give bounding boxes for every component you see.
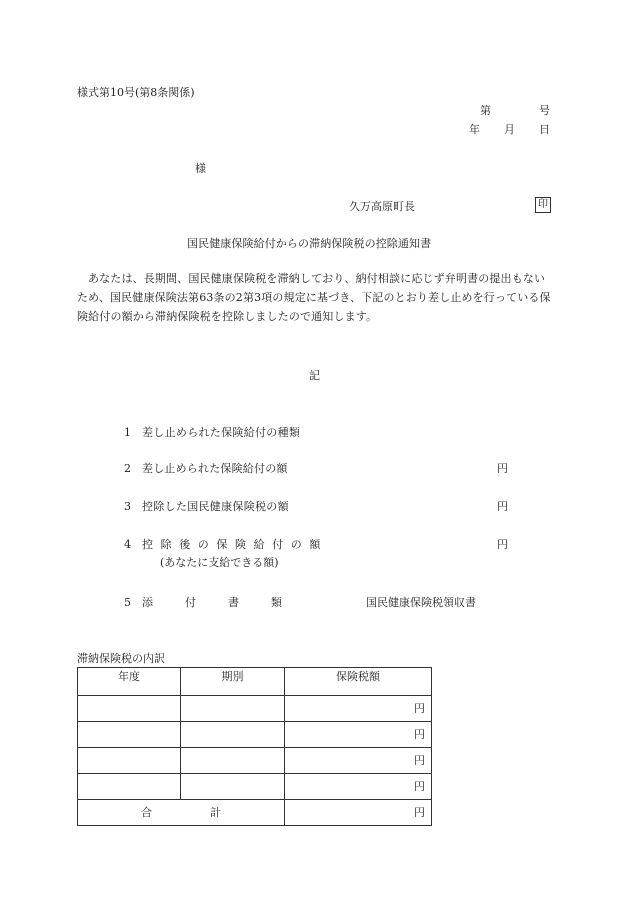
cell-year: [78, 722, 181, 748]
item-3-number: 3: [124, 500, 131, 513]
breakdown-caption: 滞納保険税の内訳: [77, 652, 165, 665]
date-day: 日: [539, 123, 550, 136]
item-5-number: 5: [124, 596, 131, 609]
cell-amount-yen: 円: [285, 722, 432, 748]
issue-date: [469, 123, 550, 137]
breakdown-table: [77, 667, 432, 826]
item-5-label: 添付書類: [142, 596, 314, 609]
table-row: [78, 722, 432, 748]
item-3-yen: 円: [497, 500, 508, 513]
total-label: [78, 800, 285, 826]
date-month: 月: [504, 123, 515, 136]
issuer: 久万高原町長: [349, 200, 415, 213]
form-id: 様式第10号(第8条関係): [77, 86, 195, 99]
table-total-row: [78, 800, 432, 826]
date-year: 年: [469, 123, 480, 136]
item-2-yen: 円: [497, 462, 508, 475]
item-3-label: 控除した国民健康保険税の額: [142, 500, 289, 513]
doc-number: [480, 104, 550, 118]
header-year: 年度: [78, 668, 181, 696]
item-4-label: 控除後の保険給付の額: [142, 538, 328, 551]
item-2-label: 差し止められた保険給付の額: [142, 462, 288, 475]
item-5-value: 国民健康保険税領収書: [366, 596, 476, 609]
cell-amount-yen: 円: [285, 748, 432, 774]
item-1-number: 1: [124, 426, 131, 439]
total-char-2: 計: [210, 805, 221, 819]
total-char-1: 合: [141, 805, 152, 819]
item-4-sublabel: (あなたに支給できる額): [160, 556, 279, 569]
item-4-number: 4: [124, 538, 131, 551]
cell-period: [181, 696, 285, 722]
cell-year: [78, 696, 181, 722]
addressee: 様: [195, 162, 206, 175]
cell-period: [181, 774, 285, 800]
body-text: あなたは、長期間、国民健康保険税を滞納しており、納付相談に応じず弁明書の提出もないため、国民健康保険法第63条の2第3項の規定に基づき、下記のとおり差し止めを行っている保険給付の額から滞納保険税を控除しましたので通知します。: [77, 272, 551, 323]
doc-number-go: 号: [539, 104, 550, 117]
table-row: [78, 774, 432, 800]
table-header-row: [78, 668, 432, 696]
table-row: [78, 696, 432, 722]
cell-year: [78, 748, 181, 774]
header-period: 期別: [181, 668, 285, 696]
cell-year: [78, 774, 181, 800]
item-1-label: 差し止められた保険給付の種類: [142, 426, 301, 439]
header-amount: 保険税額: [285, 668, 432, 696]
total-amount-yen: 円: [285, 800, 432, 826]
table-row: [78, 748, 432, 774]
doc-number-dai: 第: [480, 104, 491, 117]
document-title: 国民健康保険給付からの滞納保険税の控除通知書: [187, 237, 432, 250]
item-4-yen: 円: [497, 538, 508, 551]
item-2-number: 2: [124, 462, 131, 475]
seal-mark: 印: [535, 197, 551, 213]
cell-amount-yen: 円: [285, 696, 432, 722]
cell-period: [181, 748, 285, 774]
ki-heading: 記: [309, 369, 320, 382]
cell-period: [181, 722, 285, 748]
cell-amount-yen: 円: [285, 774, 432, 800]
